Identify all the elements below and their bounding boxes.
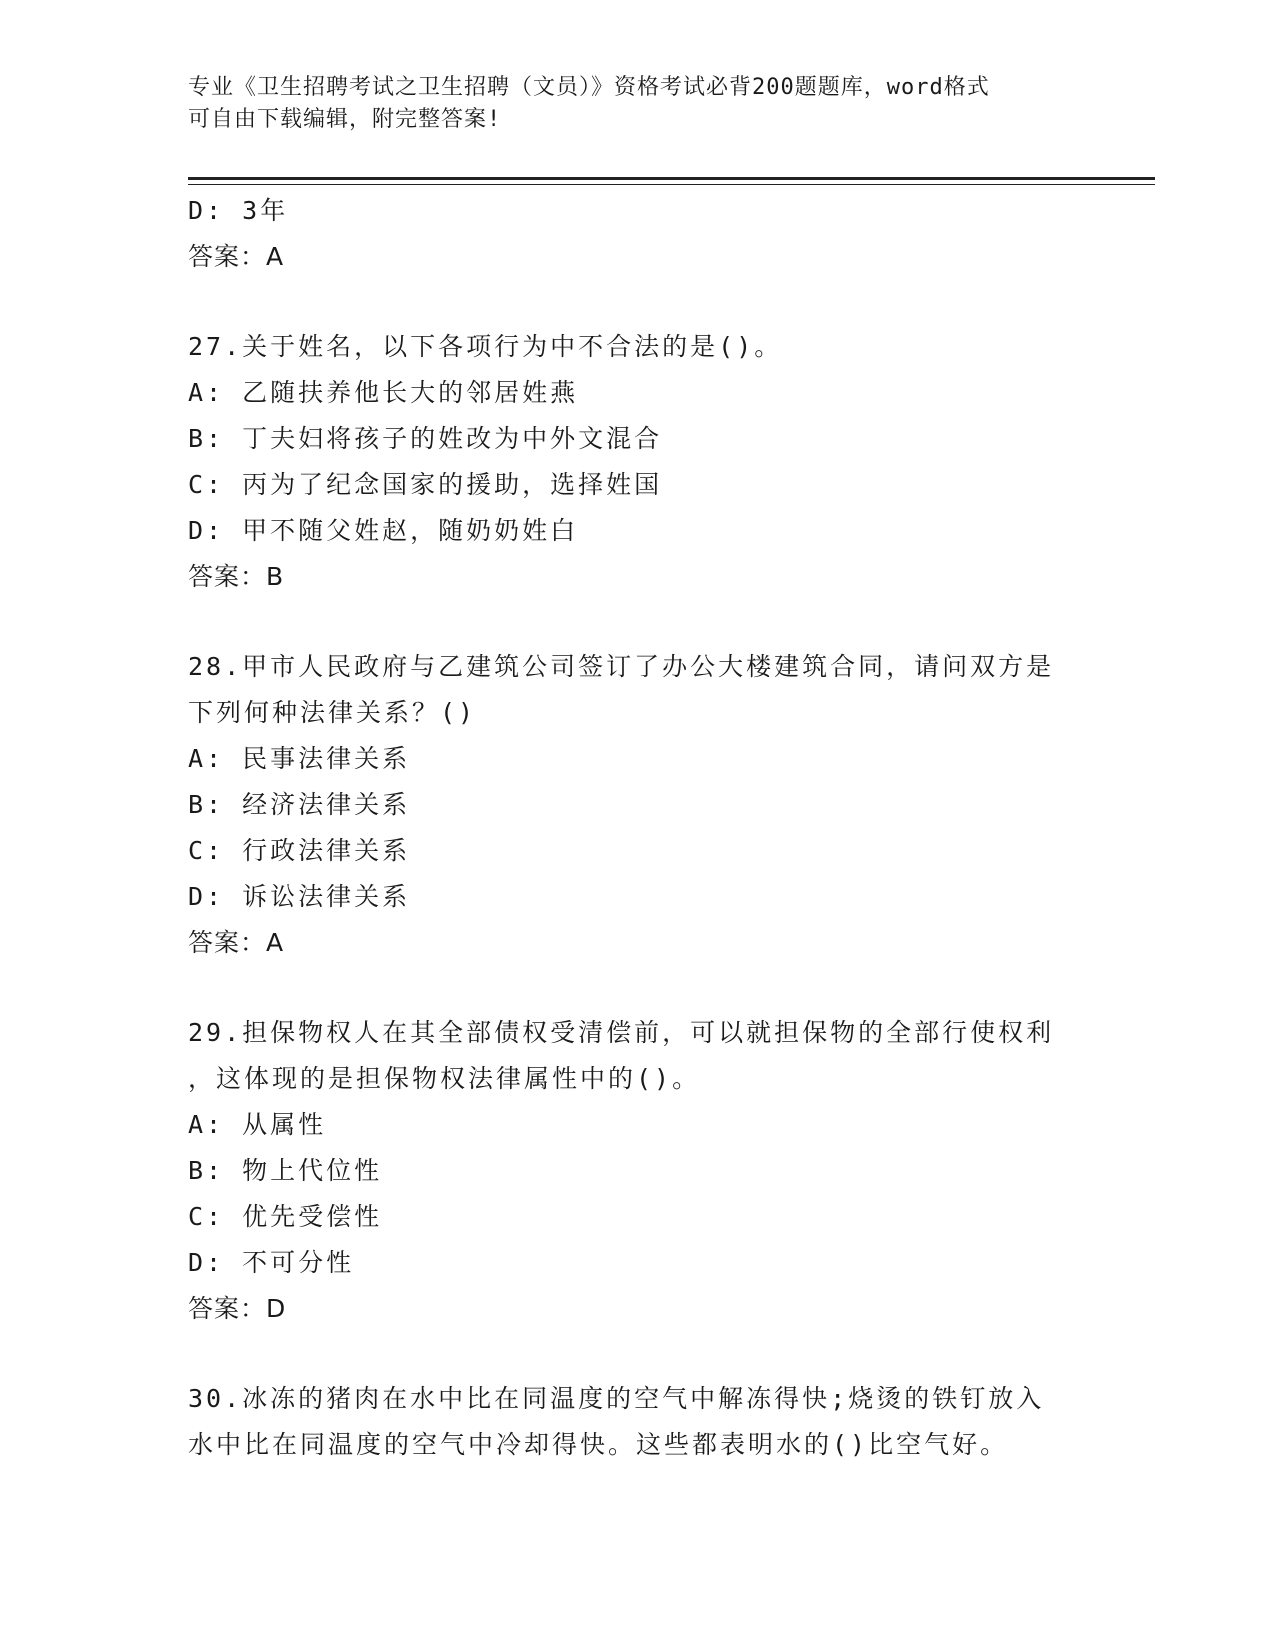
option-d: D: 不可分性 xyxy=(188,1248,355,1277)
answer-line: 答案：B xyxy=(188,562,285,591)
spacer xyxy=(188,966,1088,1010)
question-text: 29.担保物权人在其全部债权受清偿前，可以就担保物的全部行使权利 xyxy=(188,1018,1055,1047)
option-b: B: 丁夫妇将孩子的姓改为中外文混合 xyxy=(188,424,663,453)
question-text-continued: 水中比在同温度的空气中冷却得快。这些都表明水的()比空气好。 xyxy=(188,1430,1009,1459)
answer-line: 答案：A xyxy=(188,242,285,271)
option-b: B: 经济法律关系 xyxy=(188,790,411,819)
option-d: D: 3年 xyxy=(188,196,289,225)
header-line-1: 专业《卫生招聘考试之卫生招聘（文员）》资格考试必背200题题库，word格式 xyxy=(188,75,990,100)
question-list xyxy=(188,188,1088,1468)
question-text: 28.甲市人民政府与乙建筑公司签订了办公大楼建筑合同，请问双方是 xyxy=(188,652,1055,681)
answer-line: 答案：A xyxy=(188,928,285,957)
option-d: D: 诉讼法律关系 xyxy=(188,882,411,911)
option-a: A: 从属性 xyxy=(188,1110,327,1139)
question-30 xyxy=(188,1376,1088,1468)
option-a: A: 民事法律关系 xyxy=(188,744,411,773)
question-text-continued: ，这体现的是担保物权法律属性中的()。 xyxy=(188,1064,701,1093)
header-line-2: 可自由下载编辑，附完整答案! xyxy=(188,107,502,132)
spacer xyxy=(188,1332,1088,1376)
option-d: D: 甲不随父姓赵，随奶奶姓白 xyxy=(188,516,579,545)
question-27 xyxy=(188,324,1088,600)
answer-line: 答案：D xyxy=(188,1294,287,1323)
question-text-continued: 下列何种法律关系？() xyxy=(188,698,477,727)
option-b: B: 物上代位性 xyxy=(188,1156,383,1185)
spacer xyxy=(188,280,1088,324)
header-divider-thin xyxy=(188,184,1155,185)
previous-question-tail xyxy=(188,188,1088,280)
option-c: C: 行政法律关系 xyxy=(188,836,411,865)
question-29 xyxy=(188,1010,1088,1332)
question-text: 27.关于姓名，以下各项行为中不合法的是()。 xyxy=(188,332,783,361)
question-28 xyxy=(188,644,1088,966)
header-divider-thick xyxy=(188,177,1155,180)
spacer xyxy=(188,600,1088,644)
option-c: C: 优先受偿性 xyxy=(188,1202,383,1231)
question-text: 30.冰冻的猪肉在水中比在同温度的空气中解冻得快;烧烫的铁钉放入 xyxy=(188,1384,1045,1413)
option-a: A: 乙随扶养他长大的邻居姓燕 xyxy=(188,378,579,407)
option-c: C: 丙为了纪念国家的援助，选择姓国 xyxy=(188,470,663,499)
document-header xyxy=(188,72,1068,136)
